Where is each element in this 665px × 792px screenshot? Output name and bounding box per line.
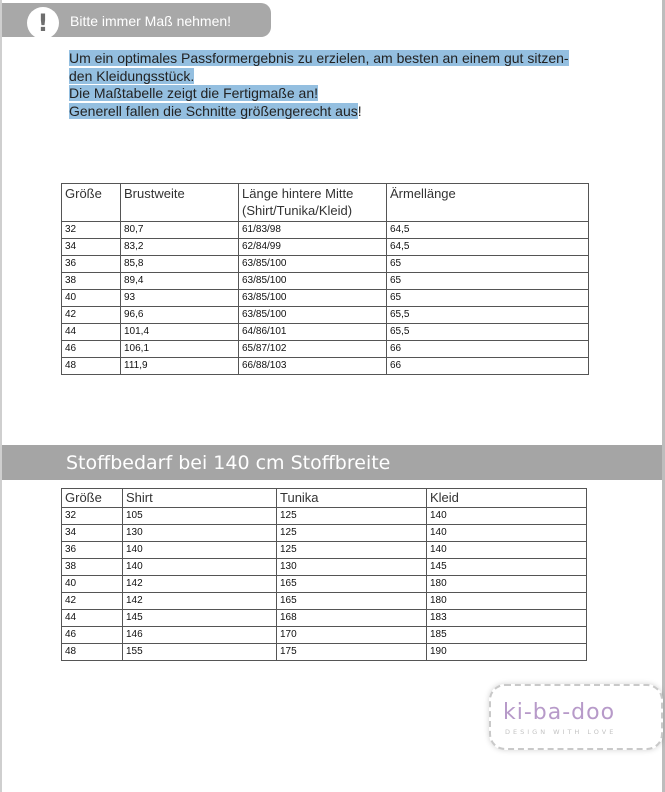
shirt-cell: 130	[123, 525, 277, 542]
tunic-cell: 165	[277, 576, 427, 593]
size-cell: 32	[62, 508, 123, 525]
back-length-cell: 63/85/100	[239, 290, 387, 307]
shirt-cell: 145	[123, 610, 277, 627]
header-tunic: Tunika	[277, 489, 427, 508]
sleeve-cell: 65	[387, 256, 589, 273]
back-length-cell: 65/87/102	[239, 341, 387, 358]
bust-cell: 83,2	[121, 239, 239, 256]
size-cell: 38	[62, 273, 121, 290]
dress-cell: 145	[427, 559, 587, 576]
intro-line-4-tail: !	[357, 102, 362, 119]
tunic-cell: 125	[277, 525, 427, 542]
dress-cell: 180	[427, 576, 587, 593]
bust-cell: 85,8	[121, 256, 239, 273]
tunic-cell: 170	[277, 627, 427, 644]
shirt-cell: 140	[123, 559, 277, 576]
size-cell: 36	[62, 256, 121, 273]
shirt-cell: 140	[123, 542, 277, 559]
bust-cell: 96,6	[121, 307, 239, 324]
tunic-cell: 130	[277, 559, 427, 576]
size-cell: 34	[62, 525, 123, 542]
size-cell: 42	[62, 593, 123, 610]
header-sleeve: Ärmellänge	[387, 184, 589, 222]
size-cell: 32	[62, 222, 121, 239]
size-cell: 44	[62, 610, 123, 627]
fabric-row	[62, 559, 587, 576]
tunic-cell: 165	[277, 593, 427, 610]
dress-cell: 140	[427, 542, 587, 559]
sleeve-cell: 66	[387, 358, 589, 375]
logo-tagline: DESIGN WITH LOVE	[505, 728, 617, 736]
back-length-cell: 64/86/101	[239, 324, 387, 341]
dress-cell: 140	[427, 508, 587, 525]
fabric-row	[62, 610, 587, 627]
sleeve-cell: 65,5	[387, 324, 589, 341]
size-chart-table	[61, 183, 589, 375]
header-back-length-line1: Länge hintere Mitte	[242, 186, 354, 201]
size-chart-row	[62, 273, 589, 290]
size-chart-row	[62, 358, 589, 375]
size-chart-row	[62, 222, 589, 239]
bust-cell: 89,4	[121, 273, 239, 290]
size-chart-row	[62, 239, 589, 256]
shirt-cell: 155	[123, 644, 277, 661]
measure-reminder-banner	[2, 3, 271, 37]
back-length-cell: 62/84/99	[239, 239, 387, 256]
logo-wordmark: ki-ba-doo	[503, 700, 616, 725]
dress-cell: 190	[427, 644, 587, 661]
page-left-edge	[0, 0, 2, 792]
dress-cell: 180	[427, 593, 587, 610]
size-cell: 48	[62, 644, 123, 661]
header-back-length-line2: (Shirt/Tunika/Kleid)	[242, 203, 353, 218]
sleeve-cell: 64,5	[387, 222, 589, 239]
bust-cell: 106,1	[121, 341, 239, 358]
bust-cell: 80,7	[121, 222, 239, 239]
intro-line-4: Generell fallen die Schnitte größengerecht aus	[69, 102, 358, 119]
dress-cell: 140	[427, 525, 587, 542]
intro-text	[69, 50, 569, 120]
shirt-cell: 142	[123, 593, 277, 610]
size-chart-row	[62, 290, 589, 307]
size-cell: 48	[62, 358, 121, 375]
dress-cell: 183	[427, 610, 587, 627]
sleeve-cell: 64,5	[387, 239, 589, 256]
sleeve-cell: 65,5	[387, 307, 589, 324]
tunic-cell: 168	[277, 610, 427, 627]
fabric-row	[62, 576, 587, 593]
header-bust: Brustweite	[121, 184, 239, 222]
exclamation-icon: !	[27, 7, 59, 39]
header-back-length	[239, 184, 387, 222]
shirt-cell: 142	[123, 576, 277, 593]
dress-cell: 185	[427, 627, 587, 644]
fabric-row	[62, 525, 587, 542]
size-cell: 44	[62, 324, 121, 341]
bust-cell: 111,9	[121, 358, 239, 375]
size-cell: 42	[62, 307, 121, 324]
bust-cell: 101,4	[121, 324, 239, 341]
shirt-cell: 105	[123, 508, 277, 525]
back-length-cell: 66/88/103	[239, 358, 387, 375]
bust-cell: 93	[121, 290, 239, 307]
header-shirt: Shirt	[123, 489, 277, 508]
fabric-row	[62, 644, 587, 661]
back-length-cell: 63/85/100	[239, 273, 387, 290]
sleeve-cell: 65	[387, 273, 589, 290]
tunic-cell: 125	[277, 508, 427, 525]
sleeve-cell: 66	[387, 341, 589, 358]
size-chart-row	[62, 324, 589, 341]
back-length-cell: 63/85/100	[239, 256, 387, 273]
size-cell: 36	[62, 542, 123, 559]
sleeve-cell: 65	[387, 290, 589, 307]
banner-text: Bitte immer Maß nehmen!	[70, 13, 232, 29]
size-cell: 46	[62, 341, 121, 358]
size-cell: 46	[62, 627, 123, 644]
intro-line-1: Um ein optimales Passformergebnis zu erzielen, am besten an einem gut sitzen-	[69, 50, 569, 66]
fabric-table	[61, 488, 587, 661]
fabric-header-row	[62, 489, 587, 508]
size-cell: 38	[62, 559, 123, 576]
size-chart-row	[62, 307, 589, 324]
fabric-row	[62, 542, 587, 559]
header-size: Größe	[62, 489, 123, 508]
intro-line-3: Die Maßtabelle zeigt die Fertigmaße an!	[69, 85, 318, 101]
shirt-cell: 146	[123, 627, 277, 644]
back-length-cell: 61/83/98	[239, 222, 387, 239]
fabric-row	[62, 508, 587, 525]
back-length-cell: 63/85/100	[239, 307, 387, 324]
size-chart-header-row	[62, 184, 589, 222]
intro-line-2: den Kleidungsstück.	[69, 67, 195, 84]
header-dress: Kleid	[427, 489, 587, 508]
tunic-cell: 125	[277, 542, 427, 559]
size-chart-row	[62, 341, 589, 358]
size-cell: 40	[62, 290, 121, 307]
size-chart-row	[62, 256, 589, 273]
kibadoo-logo	[489, 684, 663, 750]
size-cell: 40	[62, 576, 123, 593]
fabric-row	[62, 593, 587, 610]
fabric-row	[62, 627, 587, 644]
size-cell: 34	[62, 239, 121, 256]
header-size: Größe	[62, 184, 121, 222]
tunic-cell: 175	[277, 644, 427, 661]
fabric-section-bar	[2, 445, 662, 480]
fabric-section-title: Stoffbedarf bei 140 cm Stoffbreite	[66, 452, 391, 474]
